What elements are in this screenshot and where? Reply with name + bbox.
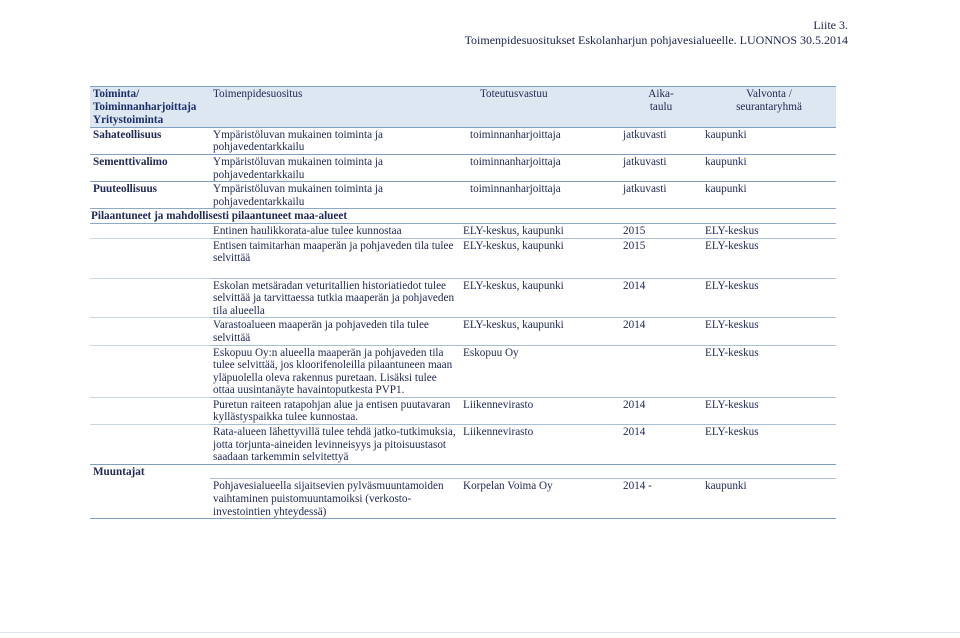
table-subheader-row bbox=[90, 113, 836, 127]
schedule-cell: jatkuvasti bbox=[620, 154, 702, 181]
monitoring-cell: kaupunki bbox=[702, 154, 836, 181]
schedule-cell: 2014 bbox=[620, 397, 702, 424]
header-recommendation: Toimenpidesuositus bbox=[210, 87, 460, 114]
recommendations-table bbox=[90, 86, 836, 519]
table-row bbox=[90, 318, 836, 345]
responsible-cell: ELY-keskus, kaupunki bbox=[460, 318, 620, 345]
schedule-cell: jatkuvasti bbox=[620, 127, 702, 154]
schedule-cell bbox=[620, 345, 702, 397]
table-row bbox=[90, 182, 836, 209]
responsible-cell: toiminnanharjoittaja bbox=[460, 127, 620, 154]
recommendation-cell: Eskolan metsäradan veturitallien historiatiedot tulee selvittää ja tarvittaessa tutkia maaperän ja pohjaveden tila alueella bbox=[210, 278, 460, 318]
empty-cell bbox=[90, 318, 210, 345]
monitoring-cell: ELY-keskus bbox=[705, 224, 759, 237]
header-monitoring: Valvonta / seurantaryhmä bbox=[702, 87, 836, 114]
document-title: Toimenpidesuositukset Eskolanharjun pohjavesialueelle. LUONNOS 30.5.2014 bbox=[464, 33, 848, 47]
schedule-cell: 2014 bbox=[620, 318, 702, 345]
table-row bbox=[90, 464, 836, 479]
responsible-cell: ELY-keskus, kaupunki bbox=[463, 224, 564, 237]
table-row bbox=[90, 345, 836, 397]
monitoring-cell: ELY-keskus bbox=[702, 345, 836, 397]
table-row bbox=[90, 397, 836, 424]
recommendation-cell: Ympäristöluvan mukainen toiminta ja pohjavedentarkkailu bbox=[210, 127, 460, 154]
table-row bbox=[90, 425, 836, 465]
table-row bbox=[90, 479, 836, 519]
responsible-cell: ELY-keskus, kaupunki bbox=[460, 238, 620, 278]
empty-cell bbox=[90, 278, 210, 318]
schedule-cell: 2014 bbox=[620, 278, 702, 318]
actor-cell: Sementtivalimo bbox=[90, 154, 210, 181]
recommendation-cell: Varastoalueen maaperän ja pohjaveden tila tulee selvittää bbox=[210, 318, 460, 345]
empty-cell bbox=[90, 345, 210, 397]
recommendation-cell: Eskopuu Oy:n alueella maaperän ja pohjaveden tila tulee selvittää, jos kloorifenoleilla pilaantuneen maan yläpuolella oleva rakennus puretaan. Lisäksi tulee ottaa uusintanäyte havaintoputkesta PVP1. bbox=[210, 345, 460, 397]
responsible-cell: Liikennevirasto bbox=[460, 397, 620, 424]
recommendation-cell: Pohjavesialueella sijaitsevien pylväsmuuntamoiden vaihtaminen puistomuuntamoiksi (verkosto-investointien yhteydessä) bbox=[210, 479, 460, 519]
monitoring-cell: ELY-keskus bbox=[702, 238, 836, 278]
responsible-cell: toiminnanharjoittaja bbox=[460, 182, 620, 209]
page-bottom-divider bbox=[0, 632, 960, 633]
schedule-cell: 2015 bbox=[620, 238, 702, 278]
recommendation-cell: Entisen taimitarhan maaperän ja pohjaveden tila tulee selvittää bbox=[210, 238, 460, 278]
table-row bbox=[90, 223, 836, 238]
actor-cell: Sahateollisuus bbox=[90, 127, 210, 154]
schedule-cell: 2015 bbox=[623, 224, 646, 237]
header-actor bbox=[90, 87, 210, 114]
section-row bbox=[90, 209, 836, 224]
schedule-cell: jatkuvasti bbox=[620, 182, 702, 209]
empty-cell bbox=[90, 223, 210, 238]
empty-cell bbox=[90, 397, 210, 424]
monitoring-cell: kaupunki bbox=[702, 127, 836, 154]
recommendation-cell: Puretun raiteen ratapohjan alue ja entisen puutavaran kyllästyspaikka tulee kunnostaa. bbox=[210, 397, 460, 424]
responsible-cell: Liikennevirasto bbox=[460, 425, 620, 465]
schedule-cell: 2014 - bbox=[620, 479, 702, 519]
header-actor-line1: Toiminta/ bbox=[93, 88, 140, 100]
empty-cell bbox=[90, 238, 210, 278]
recommendation-cell: Ympäristöluvan mukainen toiminta ja pohjavedentarkkailu bbox=[210, 154, 460, 181]
monitoring-cell: ELY-keskus bbox=[702, 318, 836, 345]
monitoring-cell: ELY-keskus bbox=[702, 425, 836, 465]
section-title: Pilaantuneet ja mahdollisesti pilaantuneet maa-alueet bbox=[90, 209, 836, 224]
table-header-row bbox=[90, 87, 836, 114]
monitoring-cell: kaupunki bbox=[702, 182, 836, 209]
responsible-cell: Korpelan Voima Oy bbox=[460, 479, 620, 519]
table-row bbox=[90, 238, 836, 278]
monitoring-cell: kaupunki bbox=[702, 479, 836, 519]
responsible-cell: Eskopuu Oy bbox=[460, 345, 620, 397]
actor-cell: Puuteollisuus bbox=[90, 182, 210, 209]
appendix-label: Liite 3. bbox=[813, 18, 848, 32]
monitoring-cell: ELY-keskus bbox=[702, 397, 836, 424]
responsible-cell: toiminnanharjoittaja bbox=[460, 154, 620, 181]
header-business: Yritystoiminta bbox=[90, 113, 836, 127]
header-schedule: Aika- taulu bbox=[620, 87, 702, 114]
empty-cell bbox=[90, 479, 210, 519]
header-responsible: Toteutusvastuu bbox=[460, 87, 620, 114]
empty-cell bbox=[90, 425, 210, 465]
table-row bbox=[90, 278, 836, 318]
recommendation-cell: Rata-alueen lähettyvillä tulee tehdä jatko-tutkimuksia, jotta torjunta-aineiden levinneisyys ja pitoisuustasot saadaan tarkemmin selvitettyä bbox=[210, 425, 460, 465]
others-label: Muuntajat bbox=[90, 464, 836, 479]
recommendation-cell: Ympäristöluvan mukainen toiminta ja pohjavedentarkkailu bbox=[210, 182, 460, 209]
table-row bbox=[90, 127, 836, 154]
responsible-cell: ELY-keskus, kaupunki bbox=[460, 278, 620, 318]
monitoring-cell: ELY-keskus bbox=[702, 278, 836, 318]
recommendation-cell: Entinen haulikkorata-alue tulee kunnostaa bbox=[213, 224, 402, 237]
table-row bbox=[90, 154, 836, 181]
schedule-cell: 2014 bbox=[620, 425, 702, 465]
header-actor-line2: Toiminnanharjoittaja bbox=[93, 100, 197, 113]
